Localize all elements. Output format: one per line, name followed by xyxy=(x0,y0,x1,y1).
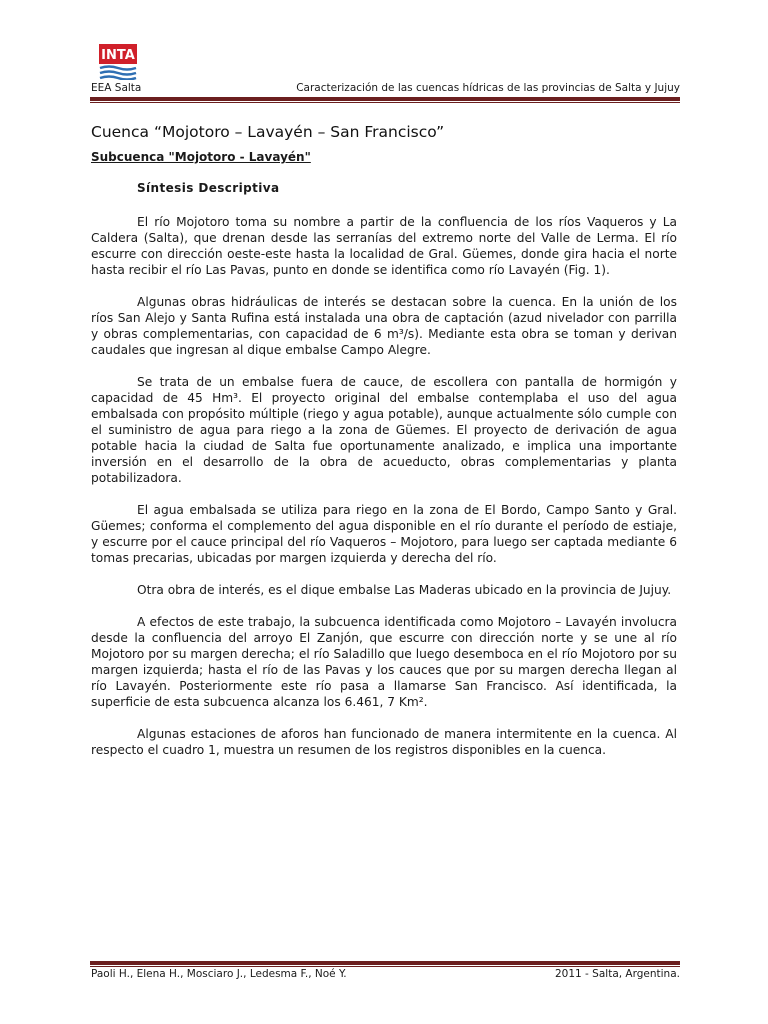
body-text xyxy=(91,214,677,774)
footer-rule xyxy=(90,961,680,965)
footer-date-place: 2011 - Salta, Argentina. xyxy=(555,968,680,980)
paragraph: Otra obra de interés, es el dique embalse Las Maderas ubicado en la provincia de Jujuy. xyxy=(137,583,672,597)
paragraph: Algunas obras hidráulicas de interés se destacan sobre la cuenca. En la unión de los ríos San Alejo y Santa Rufina está instalada una obra de captación (azud nivelador con parrilla y obras complementarias, con capacidad de 6 m³/s). Mediante esta obra se toman y derivan caudales que ingresan al dique embalse Campo Alegre. xyxy=(91,295,677,357)
header-right: Caracterización de las cuencas hídricas de las provincias de Salta y Jujuy xyxy=(296,82,680,94)
header-left: EEA Salta xyxy=(91,82,142,94)
document-title: Cuenca “Mojotoro – Lavayén – San Francisco” xyxy=(91,123,445,141)
inta-logo xyxy=(99,44,137,80)
section-heading: Síntesis Descriptiva xyxy=(137,181,280,195)
footer-rule-thin xyxy=(90,966,680,967)
logo-text: INTA xyxy=(101,48,135,63)
paragraph: A efectos de este trabajo, la subcuenca identificada como Mojotoro – Lavayén involucra desde la confluencia del arroyo El Zanjón, que escurre con dirección norte y se une al río Mojotoro por su margen derecha; el río Saladillo que luego desemboca en el río Mojotoro por su margen izquierda; hasta el río de las Pavas y los cauces que por su margen derecha llegan al río Lavayén. Posteriormente este río pasa a llamarse San Francisco. Así identificada, la superficie de esta subcuenca alcanza los 6.461, 7 Km². xyxy=(91,615,677,709)
paragraph: El agua embalsada se utiliza para riego en la zona de El Bordo, Campo Santo y Gral. Güemes; conforma el complemento del agua disponible en el río durante el período de estiaje, y escurre por el cauce principal del río Vaqueros – Mojotoro, para luego ser captada mediante 6 tomas precarias, ubicadas por margen izquierda y derecha del río. xyxy=(91,503,677,565)
document-subtitle: Subcuenca "Mojotoro - Lavayén" xyxy=(91,150,311,164)
header-rule-thin xyxy=(90,102,680,103)
paragraph: El río Mojotoro toma su nombre a partir de la confluencia de los ríos Vaqueros y La Caldera (Salta), que drenan desde las serranías del extremo norte del Valle de Lerma. El río escurre con dirección oeste-este hasta la localidad de Gral. Güemes, donde gira hacia el norte hasta recibir el río Las Pavas, punto en donde se identifica como río Lavayén (Fig. 1). xyxy=(91,215,677,277)
footer-authors: Paoli H., Elena H., Mosciaro J., Ledesma F., Noé Y. xyxy=(91,968,347,980)
header-rule xyxy=(90,97,680,101)
paragraph: Algunas estaciones de aforos han funcionado de manera intermitente en la cuenca. Al respecto el cuadro 1, muestra un resumen de los registros disponibles en la cuenca. xyxy=(91,727,677,757)
paragraph: Se trata de un embalse fuera de cauce, de escollera con pantalla de hormigón y capacidad de 45 Hm³. El proyecto original del embalse contemplaba el uso del agua embalsada con propósito múltiple (riego y agua potable), aunque actualmente sólo cumple con el suministro de agua para riego a la zona de Güemes. El proyecto de derivación de agua potable hacia la ciudad de Salta fue oportunamente analizado, e implica una importante inversión en el desarrollo de la obra de acueducto, obras complementarias y planta potabilizadora. xyxy=(91,375,677,485)
